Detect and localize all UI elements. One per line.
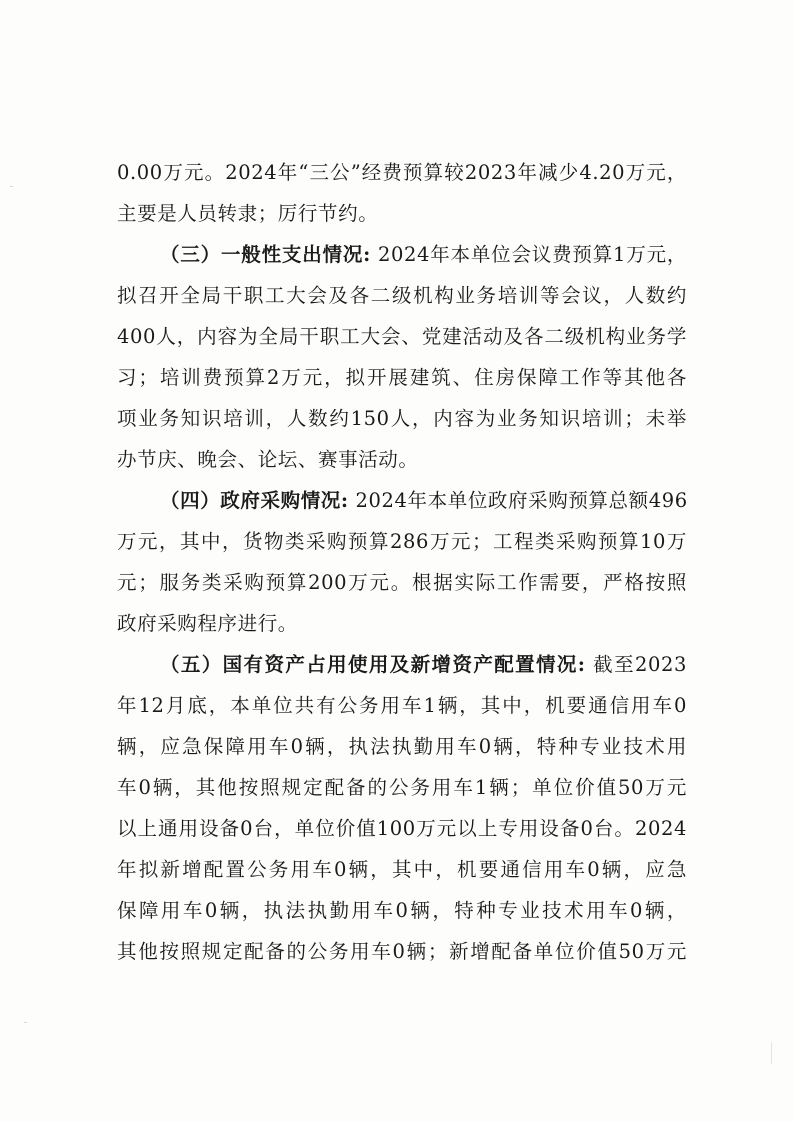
paragraph-line [117, 768, 687, 808]
line-text: 辆，应急保障用车0辆，执法执勤用车0辆，特种专业技术用 [117, 735, 687, 758]
paragraph-line [117, 727, 687, 767]
line-text: 项业务知识培训，人数约150人，内容为业务知识培训；未举 [117, 407, 687, 430]
section-heading: （四）政府采购情况: [160, 489, 349, 512]
section-heading-line [160, 645, 687, 685]
paragraph-line [117, 399, 687, 439]
paragraph-line [117, 604, 687, 644]
paragraph-line [117, 563, 687, 603]
line-text: 拟召开全局干职工大会及各二级机构业务培训等会议，人数约 [117, 284, 687, 307]
scan-speck [10, 186, 13, 187]
section-heading-line [160, 481, 687, 521]
section-heading: （五）国有资产占用使用及新增资产配置情况: [160, 653, 586, 676]
line-text: 主要是人员转隶；厉行节约。 [117, 202, 379, 225]
line-text: 0.00万元。2024年“三公”经费预算较2023年减少4.20万元， [117, 161, 687, 184]
paragraph-line [117, 276, 687, 316]
line-text: 400人，内容为全局干职工大会、党建活动及各二级机构业务学 [117, 325, 687, 348]
line-text: 保障用车0辆，执法执勤用车0辆，特种专业技术用车0辆， [117, 899, 687, 922]
line-text: 以上通用设备0台，单位价值100万元以上专用设备0台。2024 [117, 817, 687, 840]
line-text: 其他按照规定配备的公务用车0辆；新增配备单位价值50万元 [117, 940, 687, 963]
paragraph-line [117, 686, 687, 726]
paragraph-line [117, 891, 687, 931]
paragraph-line [117, 522, 687, 562]
line-text: 2024年本单位会议费预算1万元， [370, 243, 687, 266]
paragraph-line [117, 153, 687, 193]
paragraph-line [117, 850, 687, 890]
scan-edge-mark [771, 1042, 772, 1064]
line-text: 车0辆，其他按照规定配备的公务用车1辆；单位价值50万元 [117, 776, 687, 799]
paragraph-line [117, 194, 687, 234]
paragraph-line [117, 440, 687, 480]
line-text: 万元，其中，货物类采购预算286万元；工程类采购预算10万 [117, 530, 687, 553]
paragraph-line [117, 809, 687, 849]
section-heading-line [160, 235, 687, 275]
paragraph-line [117, 358, 687, 398]
paragraph-line [117, 317, 687, 357]
scan-speck [24, 1022, 27, 1023]
paragraph-line [117, 932, 687, 972]
line-text: 截至2023 [585, 653, 687, 676]
line-text: 2024年本单位政府采购预算总额496 [348, 489, 688, 512]
section-heading: （三）一般性支出情况: [160, 243, 371, 266]
line-text: 元；服务类采购预算200万元。根据实际工作需要，严格按照 [117, 571, 687, 594]
line-text: 年12月底，本单位共有公务用车1辆，其中，机要通信用车0 [117, 694, 687, 717]
line-text: 年拟新增配置公务用车0辆，其中，机要通信用车0辆，应急 [117, 858, 687, 881]
line-text: 政府采购程序进行。 [117, 612, 298, 635]
line-text: 习；培训费预算2万元，拟开展建筑、住房保障工作等其他各 [117, 366, 687, 389]
line-text: 办节庆、晚会、论坛、赛事活动。 [117, 448, 419, 471]
